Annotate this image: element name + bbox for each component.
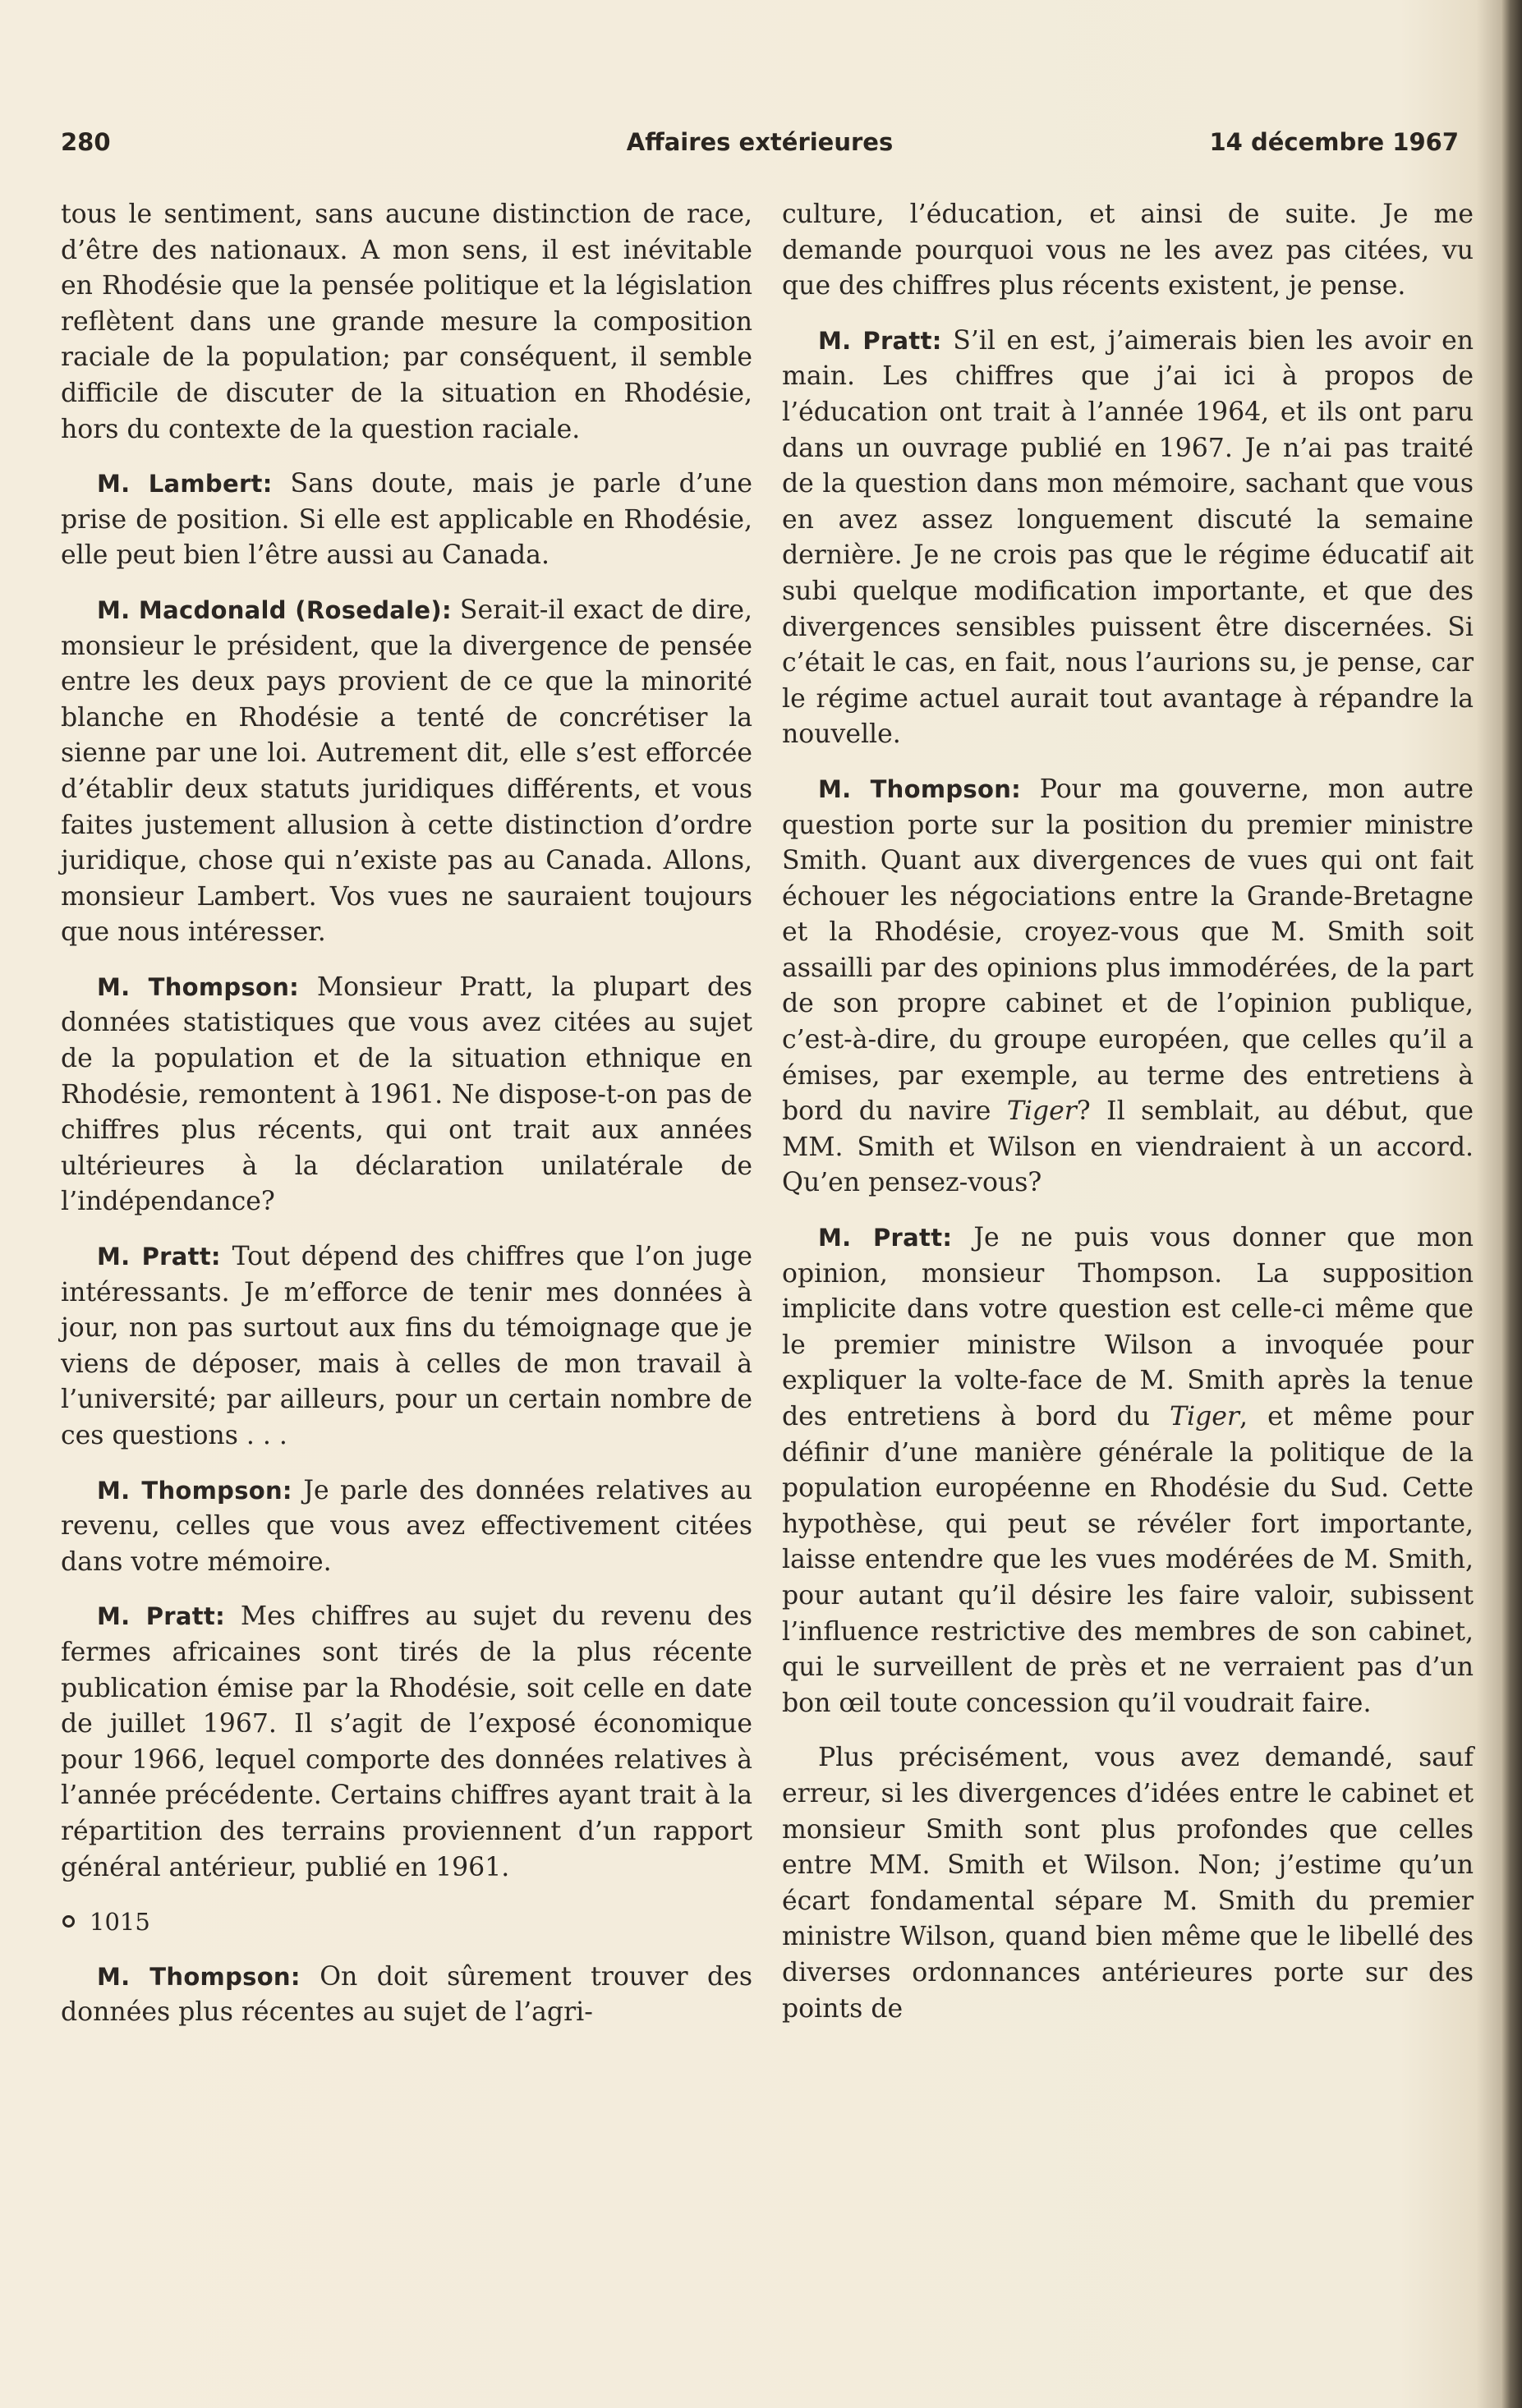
right-column xyxy=(782,197,1474,2046)
speech-paragraph xyxy=(61,970,752,1220)
speaker-name: M. Pratt: xyxy=(818,1224,953,1252)
speech-paragraph xyxy=(61,1960,752,2031)
paragraph: Plus précisément, vous avez demandé, sauf erreur, si les divergences d’idées entre le cabinet et monsieur Smith sont plus profondes que celles entre MM. Smith et Wilson. Non; j’estime qu’un écart fondamental sépare M. Smith du premier ministre Wilson, quand bien même que le libellé des diverses ordonnances antérieures porte sur des points de xyxy=(782,1743,1474,2024)
bullet-icon xyxy=(62,1915,75,1928)
page-number: 280 xyxy=(61,128,111,156)
speaker-name: M. Pratt: xyxy=(97,1602,225,1631)
speech-paragraph xyxy=(61,1473,752,1581)
speech-text: Je ne puis vous donner que mon opinion, monsieur Thompson. La supposition implicite dans votre question est celle-ci même que le premier ministre Wilson a invoquée pour expliquer la volte-face de M. Smith après la tenue des entretiens à bord du xyxy=(782,1223,1474,1431)
speaker-name: M. Macdonald (Rosedale): xyxy=(97,595,452,624)
time-marker xyxy=(61,1905,752,1941)
speaker-name: M. Thompson: xyxy=(818,774,1022,803)
running-header xyxy=(61,128,1459,164)
paragraph: culture, l’éducation, et ainsi de suite. Je me demande pourquoi vous ne les avez pas citées, vu que des chiffres plus récents existent, je pense. xyxy=(782,200,1474,301)
book-spine-edge xyxy=(1501,0,1522,2408)
speaker-name: M. Thompson: xyxy=(97,1476,292,1505)
speech-text: On doit sûrement trouver des données plus récentes au sujet de l’agri- xyxy=(61,1961,753,2028)
speech-text: Pour ma gouverne, mon autre question porte sur la position du premier ministre Smith. Quant aux divergences de vues qui ont fait échouer les négociations entre la Grande-Bretagne et la Rhodésie, croyez-vous que M. Smith soit assailli par des opinions plus immodérées, de la part de son propre cabinet et de l’opinion publique, c’est-à-dire, du groupe européen, que celles qu’il a émises, par exemple, au terme des entretiens à bord du navire xyxy=(782,774,1474,1127)
speech-text: , et même pour définir d’une manière générale la politique de la population européenne en Rhodésie du Sud. Cette hypothèse, qui peut se révéler fort importante, laisse entendre que les vues modérées de M. Smith, pour autant qu’il désire les faire valoir, subissent l’influence restrictive des membres de son cabinet, qui le surveillent de près et ne verraient pas d’un bon œil toute concession qu’il voudrait faire. xyxy=(782,1402,1474,1718)
speech-paragraph xyxy=(61,593,752,951)
speech-paragraph xyxy=(61,1239,752,1454)
speech-text: Je parle des données relatives au revenu, celles que vous avez effectivement citées dans votre mémoire. xyxy=(61,1475,752,1577)
publication-title: Affaires extérieures xyxy=(626,128,894,156)
speech-paragraph xyxy=(782,772,1474,1202)
ship-name: Tiger xyxy=(1006,1096,1077,1127)
speech-text: Monsieur Pratt, la plupart des données statistiques que vous avez citées au sujet de la population et de la situation ethnique en Rhodésie, remontent à 1961. Ne dispose-t-on pas de chiffres plus récents, qui ont trait aux années ultérieures à la déclaration unilatérale de l’indépendance? xyxy=(61,972,752,1217)
ship-name: Tiger xyxy=(1170,1402,1239,1431)
speech-text: S’il en est, j’aimerais bien les avoir en main. Les chiffres que j’ai ici à propos de l’éducation ont trait à l’année 1964, et ils ont paru dans un ouvrage publié en 1967. Je n’ai pas traité de la question dans mon mémoire, sachant que vous en avez assez longuement discuté la semaine dernière. Je ne crois pas que le régime éducatif ait subi quelque modification importante, et que des divergences sensibles puissent être discernées. Si c’était le cas, en fait, nous l’aurions su, je pense, car le régime actuel aurait tout avantage à répandre la nouvelle. xyxy=(782,325,1474,750)
speech-text: ? Il semblait, au début, que MM. Smith et Wilson en viendraient à un accord. Qu’en pensez-vous? xyxy=(782,1096,1474,1198)
speech-paragraph xyxy=(782,324,1474,753)
speech-text: Mes chiffres au sujet du revenu des fermes africaines sont tirés de la plus récente publication émise par la Rhodésie, soit celle en date de juillet 1967. Il s’agit de l’exposé économique pour 1966, lequel comporte des données relatives à l’année précédente. Certains chiffres ayant trait à la répartition des terrains proviennent d’un rapport général antérieur, publié en 1961. xyxy=(61,1602,752,1882)
speaker-name: M. Thompson: xyxy=(97,972,300,1001)
speaker-name: M. Pratt: xyxy=(97,1243,221,1271)
speech-paragraph xyxy=(61,466,752,574)
time-marker-text: 1015 xyxy=(90,1908,150,1937)
speaker-name: M. Lambert: xyxy=(97,470,273,499)
speaker-name: M. Pratt: xyxy=(818,326,942,355)
speech-paragraph xyxy=(61,1599,752,1886)
speech-paragraph xyxy=(782,1220,1474,1721)
speech-text: Serait-il exact de dire, monsieur le président, que la divergence de pensée entre les deux pays provient de ce que la minorité blanche en Rhodésie a tenté de concrétiser la sienne par une loi. Autrement dit, elle s’est efforcée d’établir deux statuts juridiques différents, et vous faites justement allusion à cette distinction d’ordre juridique, chose qui n’existe pas au Canada. Allons, monsieur Lambert. Vos vues ne sauraient toujours que nous intéresser. xyxy=(61,595,752,948)
speech-text: Sans doute, mais je parle d’une prise de position. Si elle est applicable en Rhodésie, elle peut bien l’être aussi au Canada. xyxy=(61,469,752,571)
paragraph: tous le sentiment, sans aucune distinction de race, d’être des nationaux. A mon sens, il est inévitable en Rhodésie que la pensée politique et la législation reflètent dans une grande mesure la composition raciale de la population; par conséquent, il semble difficile de discuter de la situation en Rhodésie, hors du contexte de la question raciale. xyxy=(61,200,752,444)
header-date: 14 décembre 1967 xyxy=(1209,128,1459,156)
speaker-name: M. Thompson: xyxy=(97,1962,301,1991)
speech-text: Tout dépend des chiffres que l’on juge intéressants. Je m’efforce de tenir mes données à jour, non pas surtout aux fins du témoignage que je viens de déposer, mais à celles de mon travail à l’université; par ailleurs, pour un certain nombre de ces questions . . . xyxy=(61,1242,752,1450)
left-column xyxy=(61,197,752,2050)
